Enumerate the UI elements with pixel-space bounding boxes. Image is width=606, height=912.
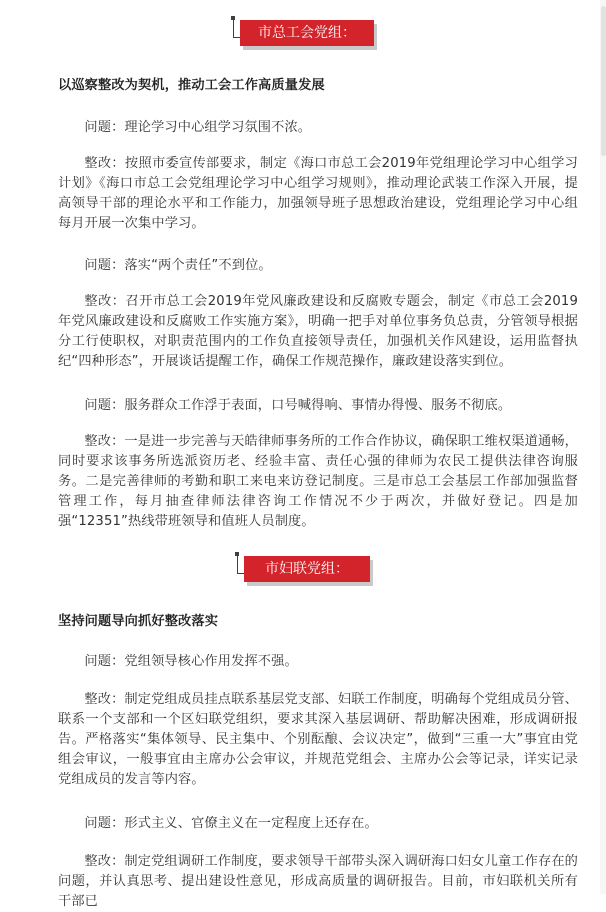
paragraph: 问题：党组领导核心作用发挥不强。: [84, 654, 298, 669]
paragraph: 整改：一是进一步完善与天皓律师事务所的工作合作协议，确保职工维权渠道通畅，同时要求该事务所选派资历老、经验丰富、责任心强的律师为农民工提供法律咨询服务。二是完善律师的考勤和职工来电来访登记制度。三是市总工会基层工作部加强监督管理工作，每月抽查律师法律咨询工作情况不少于两次，并做好登记。四是加强“12351”热线带班领导和值班人员制度。: [58, 434, 578, 529]
paragraph: 整改：制定党组成员挂点联系基层党支部、妇联工作制度，明确每个党组成员分管、联系一个支部和一个区妇联党组织，要求其深入基层调研、帮助解决困难，形成调研报告。严格落实“集体领导、民主集中、个别酝酿、会议决定”，做到“三重一大”事宜由党组会审议，一般事宜由主席办公会审议，并规范党组会、主席办公会等记录，详实记录党组成员的发言等内容。: [58, 692, 578, 787]
paragraph: 问题：落实“两个责任”不到位。: [84, 258, 272, 273]
section-badge-women-federation: [234, 554, 374, 588]
paragraph: 整改：召开市总工会2019年党风廉政建设和反腐败专题会，制定《市总工会2019年党风廉政建设和反腐败工作实施方案》，明确一把手对单位事务负总责，分管领导根据分工行使职权，对职责范围内的工作负直接领导责任，加强机关作风建设，运用监督执纪“四种形态”，开展谈话提醒工作，确保工作规范操作，廉政建设落实到位。: [58, 294, 578, 369]
section-heading: 坚持问题导向抓好整改落实: [58, 614, 219, 629]
scrollbar-thumb[interactable]: [601, 6, 606, 156]
badge-decor-line: [237, 554, 238, 574]
section-badge-label: 市总工会党组：: [240, 20, 374, 46]
badge-decor-dot: [231, 16, 235, 20]
badge-decor-dot: [235, 552, 239, 556]
paragraph: 整改：制定党组调研工作制度，要求领导干部带头深入调研海口妇女儿童工作存在的问题，并认真思考、提出建设性意见，形成高质量的调研报告。目前，市妇联机关所有干部已: [58, 854, 578, 909]
vertical-scrollbar[interactable]: [600, 0, 606, 894]
section-heading: 以巡察整改为契机，推动工会工作高质量发展: [58, 78, 325, 93]
paragraph: 整改：按照市委宣传部要求，制定《海口市总工会2019年党组理论学习中心组学习计划》《海口市总工会党组理论学习中心组学习规则》，推动理论武装工作深入开展，提高领导干部的理论水平和工作能力，加强领导班子思想政治建设，党组理论学习中心组每月开展一次集中学习。: [58, 156, 578, 231]
paragraph: 问题：理论学习中心组学习氛围不浓。: [84, 120, 312, 135]
badge-decor-line: [233, 18, 234, 38]
section-badge-label: 市妇联党组：: [244, 556, 370, 582]
section-badge-union: [230, 18, 382, 52]
paragraph: 问题：服务群众工作浮于表面，口号喊得响、事情办得慢、服务不彻底。: [84, 398, 512, 413]
paragraph: 问题：形式主义、官僚主义在一定程度上还存在。: [84, 816, 378, 831]
